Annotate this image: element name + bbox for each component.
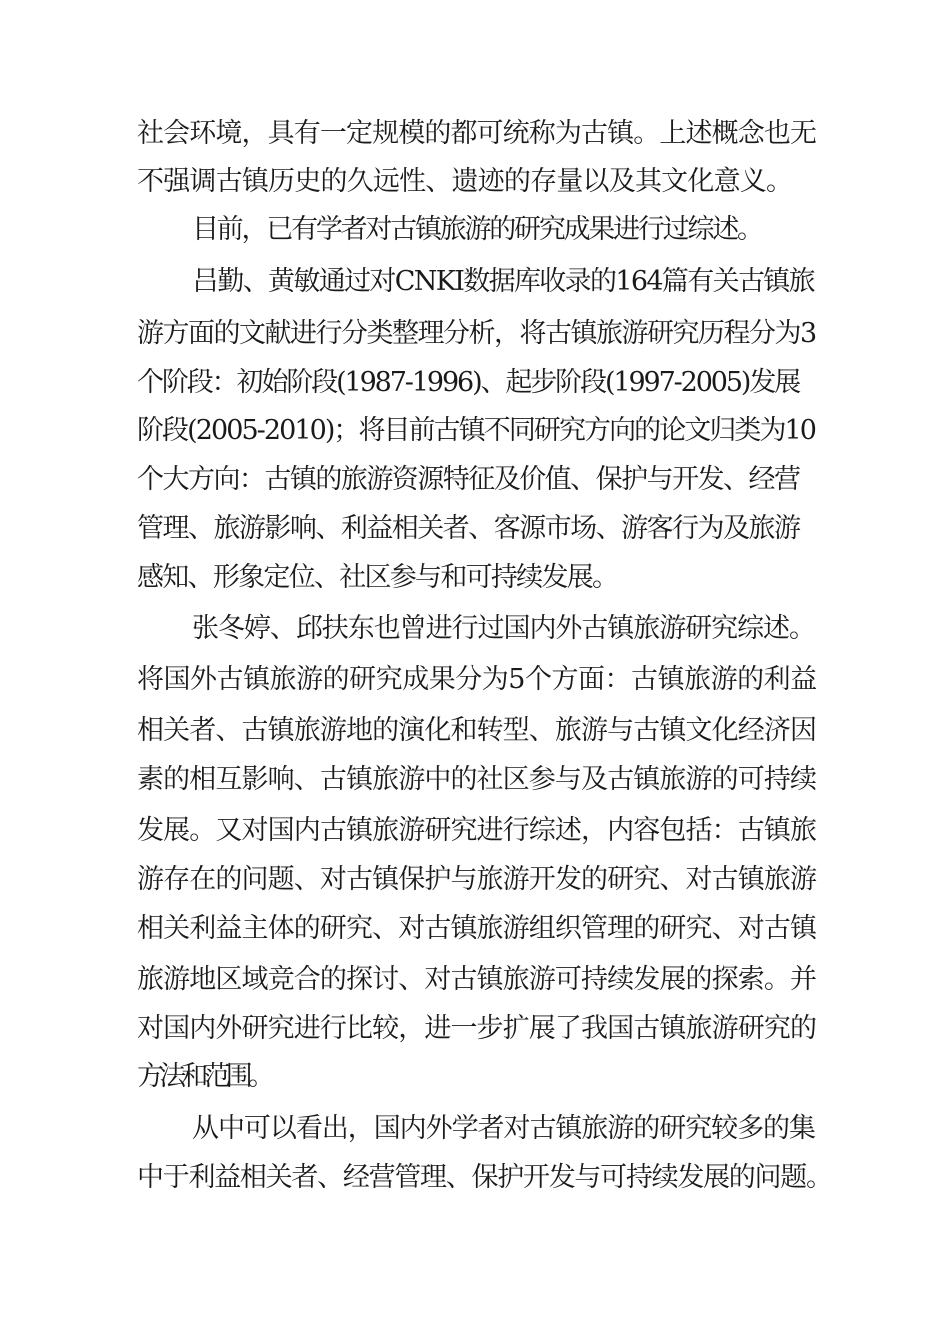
text-line: 个阶段：初始阶段(1987-1996)、起步阶段(1997-2005)发展 [137,367,800,398]
text-line: 将国外古镇旅游的研究成果分为5个方面：古镇旅游的利益 [137,664,817,695]
text-line: 方法和范围。 [137,1061,271,1092]
text-line: 中于利益相关者、经营管理、保护开发与可持续发展的问题。 [137,1162,832,1193]
text-line: 素的相互影响、古镇旅游中的社区参与及古镇旅游的可持续 [137,764,817,795]
text-line: 相关者、古镇旅游地的演化和转型、旅游与古镇文化经济因 [137,715,817,746]
text-line: 感知、形象定位、社区参与和可持续发展。 [137,562,618,593]
text-line: 社会环境，具有一定规模的都可统称为古镇。上述概念也无 [137,118,817,149]
text-line: 从中可以看出，国内外学者对古镇旅游的研究较多的集 [192,1113,815,1144]
text-line: 管理、旅游影响、利益相关者、客源市场、游客行为及旅游 [137,513,800,544]
text-line: 发展。又对国内古镇旅游研究进行综述，内容包括：古镇旅 [137,815,817,846]
text-line: 吕勤、黄敏通过对CNKI数据库收录的164篇有关古镇旅 [192,266,814,297]
text-line: 个大方向：古镇的旅游资源特征及价值、保护与开发、经营 [137,464,800,495]
text-line: 不强调古镇历史的久远性、遗迹的存量以及其文化意义。 [137,166,793,197]
text-line: 游方面的文献进行分类整理分析，将古镇旅游研究历程分为3 [137,318,816,349]
text-line: 对国内外研究进行比较，进一步扩展了我国古镇旅游研究的 [137,1013,817,1044]
text-line: 张冬婷、邱扶东也曾进行过国内外古镇旅游研究综述。 [192,613,815,644]
text-line: 目前，已有学者对古镇旅游的研究成果进行过综述。 [192,214,762,245]
text-line: 相关利益主体的研究、对古镇旅游组织管理的研究、对古镇 [137,913,817,944]
text-line: 旅游地区域竞合的探讨、对古镇旅游可持续发展的探索。并 [137,964,817,995]
text-line: 游存在的问题、对古镇保护与旅游开发的研究、对古镇旅游 [137,864,817,895]
text-line: 阶段(2005-2010)；将目前古镇不同研究方向的论文归类为10 [137,415,816,446]
